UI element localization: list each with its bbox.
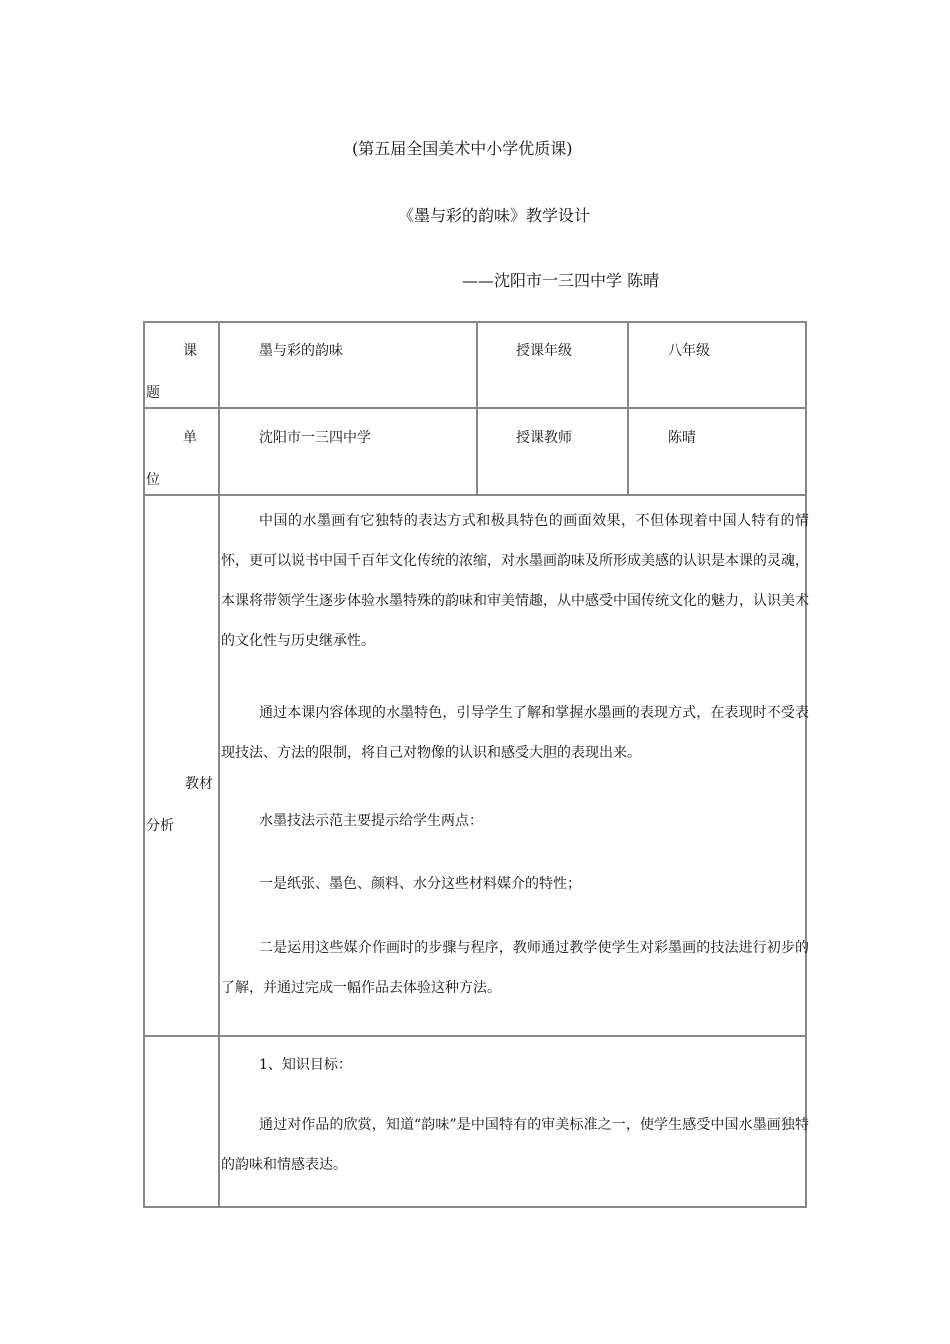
table-rule: [476, 321, 478, 496]
grade-label: 授课年级: [516, 343, 572, 359]
teacher-label: 授课教师: [516, 430, 572, 446]
label-course-top: 课: [183, 343, 197, 359]
objective-heading: 1、知识目标：: [259, 1057, 352, 1073]
label-course-bottom: 题: [146, 385, 160, 401]
subtitle-event: (第五届全国美术中小学优质课): [352, 139, 573, 158]
label-analysis-bottom: 分析: [146, 818, 174, 834]
author-line: ——沈阳市一三四中学 陈晴: [462, 271, 660, 290]
table-rule: [143, 321, 145, 1208]
analysis-paragraph: 通过本课内容体现的水墨特色，引导学生了解和掌握水墨画的表现方式，在表现时不受表现技法、方法的限制，将自己对物像的认识和感受大胆的表现出来。: [221, 705, 809, 761]
table-rule: [143, 1206, 807, 1208]
table-rule: [143, 494, 807, 496]
grade-value: 八年级: [668, 343, 710, 359]
table-rule: [218, 321, 220, 1208]
school-value: 沈阳市一三四中学: [259, 430, 371, 446]
analysis-paragraph: 中国的水墨画有它独特的表达方式和极具特色的画面效果，不但体现着中国人特有的情怀，更可以说书中国千百年文化传统的浓缩，对水墨画韵味及所形成美感的认识是本课的灵魂，本课将带领学生逐步体验水墨特殊的韵味和审美情趣，从中感受中国传统文化的魅力，认识美术的文化性与历史继承性。: [221, 513, 809, 649]
course-title-value: 墨与彩的韵味: [259, 343, 343, 359]
document-title: 《墨与彩的韵味》教学设计: [398, 206, 591, 225]
label-unit-top: 单: [183, 430, 197, 446]
analysis-paragraph: 二是运用这些媒介作画时的步骤与程序，教师通过教学使学生对彩墨画的技法进行初步的了解，并通过完成一幅作品去体验这种方法。: [221, 940, 809, 996]
objective-paragraph: 通过对作品的欣赏，知道“韵味”是中国特有的审美标准之一，使学生感受中国水墨画独特的韵味和情感表达。: [221, 1117, 809, 1173]
table-rule: [627, 321, 629, 496]
teacher-value: 陈晴: [668, 430, 696, 446]
table-rule: [143, 321, 807, 323]
table-rule: [143, 1035, 807, 1037]
analysis-paragraph: 一是纸张、墨色、颜料、水分这些材料媒介的特性；: [259, 876, 581, 892]
analysis-paragraph: 水墨技法示范主要提示给学生两点：: [259, 813, 483, 829]
label-analysis-top: 教材: [185, 776, 213, 792]
label-unit-bottom: 位: [146, 472, 160, 488]
table-rule: [143, 407, 807, 409]
